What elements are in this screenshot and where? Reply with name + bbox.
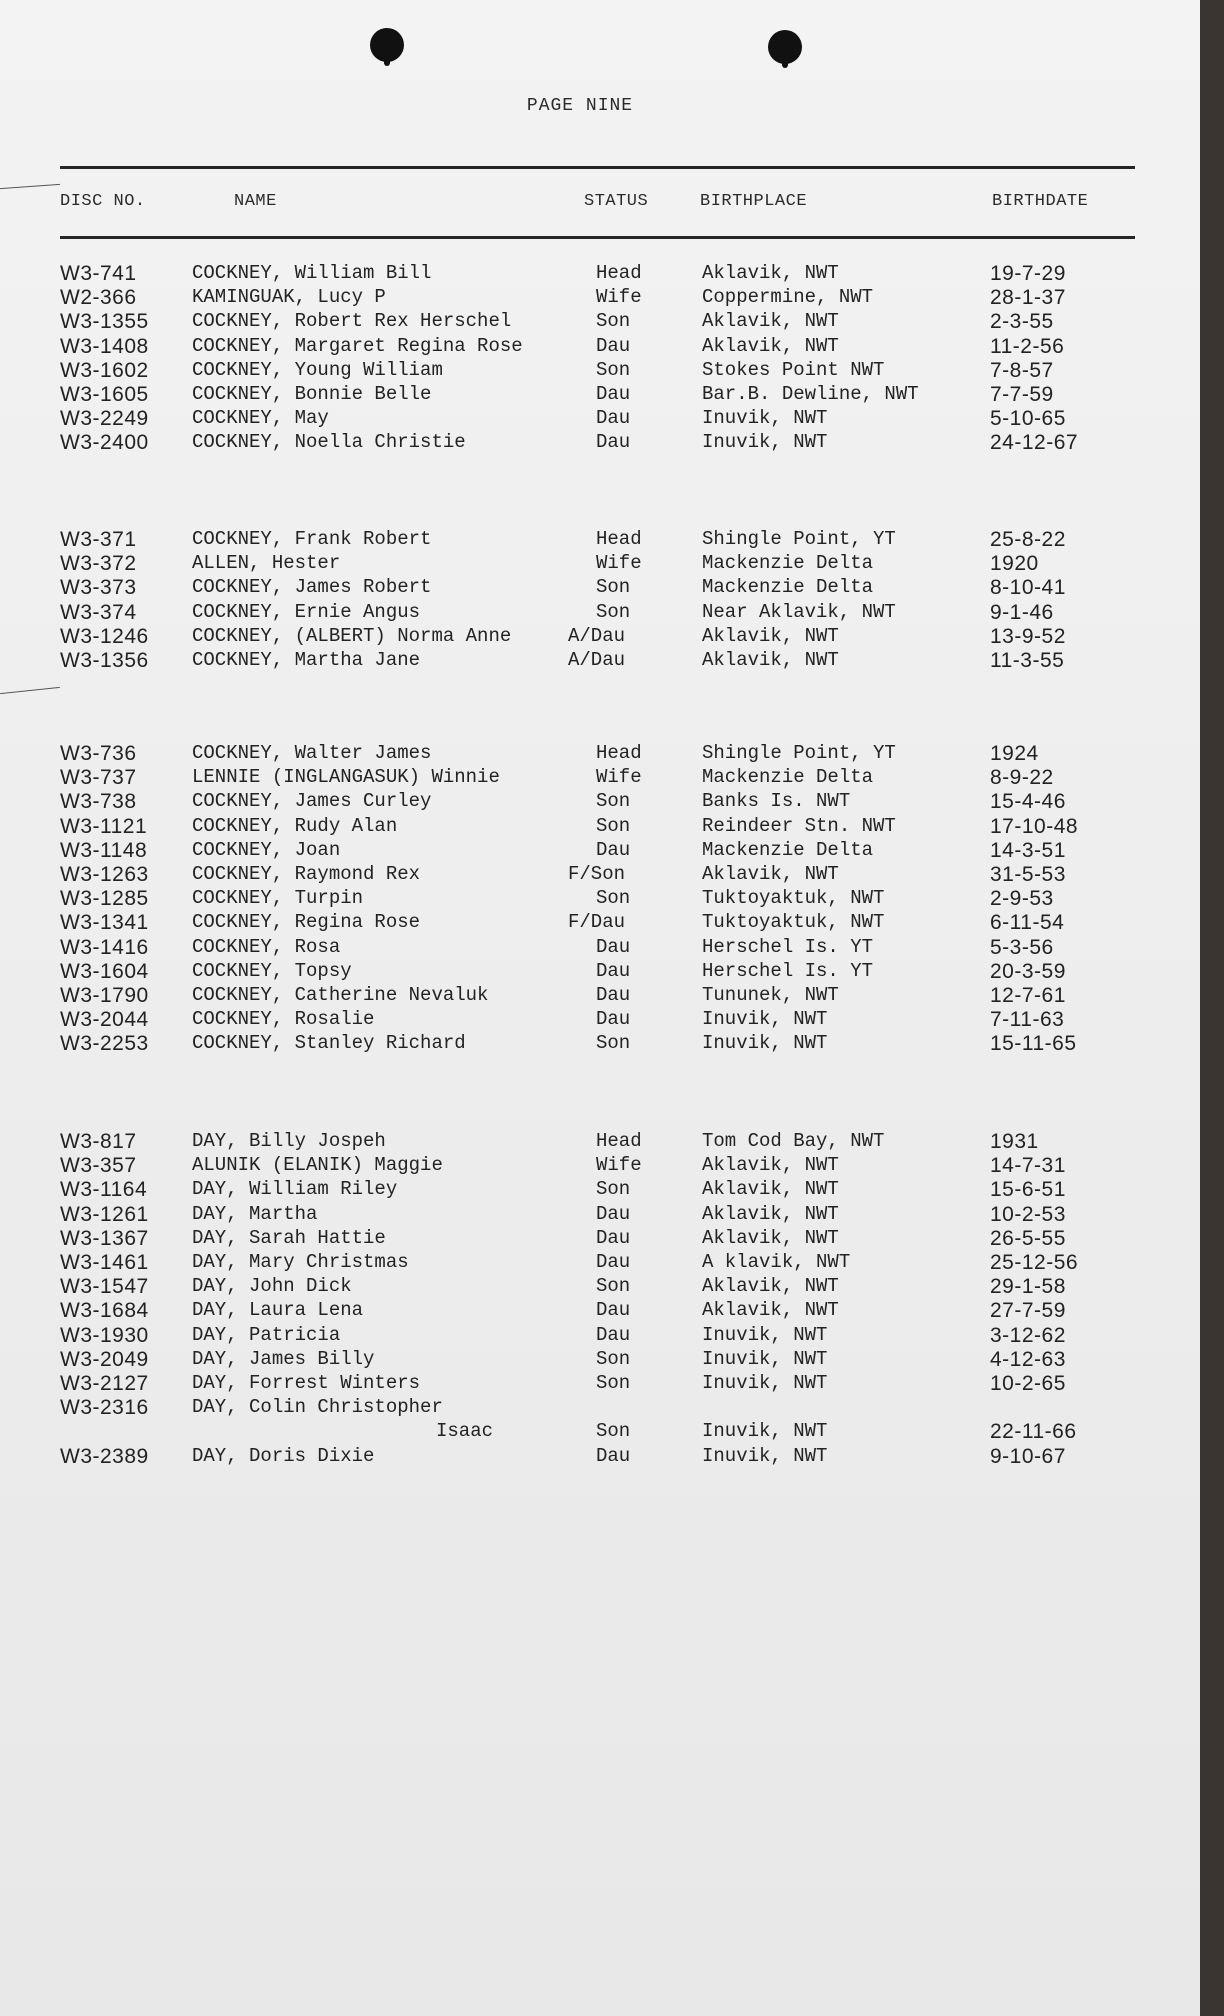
member-birthplace: Mackenzie Delta <box>702 838 874 861</box>
disc-no: W3-1408 <box>60 334 149 358</box>
member-birthdate: 6-11-54 <box>990 911 1065 935</box>
member-status: Dau <box>596 959 631 982</box>
member-status: Dau <box>596 935 631 958</box>
member-birthplace: Stokes Point NWT <box>702 358 885 381</box>
member-birthdate: 15-4-46 <box>990 790 1066 814</box>
table-row <box>0 1396 1200 1420</box>
disc-no: W3-1605 <box>60 383 149 406</box>
member-birthdate: 1931 <box>990 1130 1039 1153</box>
member-status: Wife <box>596 552 642 575</box>
member-birthplace: Inuvik, NWT <box>702 431 828 454</box>
disc-no: W3-1461 <box>60 1251 149 1274</box>
member-name: COCKNEY, May <box>192 407 329 430</box>
disc-no: W3-1261 <box>60 1202 149 1226</box>
table-row <box>0 1154 1200 1178</box>
table-row <box>0 1251 1200 1275</box>
member-birthplace: Mackenzie Delta <box>702 766 874 789</box>
disc-no: W3-371 <box>60 528 137 551</box>
member-birthplace: Aklavik, NWT <box>702 334 839 357</box>
disc-no: W3-1790 <box>60 984 149 1007</box>
member-name: COCKNEY, Turpin <box>192 887 364 910</box>
member-name: Isaac <box>436 1420 494 1443</box>
disc-no: W3-2389 <box>60 1444 149 1468</box>
member-status: Dau <box>596 1008 631 1031</box>
member-status: Son <box>596 1275 631 1298</box>
member-birthdate: 11-2-56 <box>990 334 1065 358</box>
disc-no: W3-737 <box>60 766 137 790</box>
member-name: DAY, Laura Lena <box>192 1299 364 1322</box>
member-name: COCKNEY, Rosalie <box>192 1008 375 1031</box>
member-birthdate: 27-7-59 <box>990 1299 1066 1323</box>
member-birthplace: Shingle Point, YT <box>702 528 896 550</box>
table-row <box>0 576 1200 600</box>
member-birthplace: Aklavik, NWT <box>702 262 839 284</box>
disc-no: W3-1367 <box>60 1226 149 1250</box>
table-row <box>0 1445 1200 1469</box>
table-row <box>0 310 1200 334</box>
table-row <box>0 552 1200 576</box>
member-birthdate: 10-2-65 <box>990 1372 1066 1395</box>
member-birthplace: Aklavik, NWT <box>702 1154 839 1177</box>
member-status: Dau <box>596 1226 631 1249</box>
member-birthdate: 7-11-63 <box>990 1008 1065 1032</box>
disc-no: W3-1263 <box>60 863 149 886</box>
header-birthdate: BIRTHDATE <box>992 192 1089 211</box>
member-birthdate: 25-12-56 <box>990 1251 1079 1274</box>
member-birthdate: 12-7-61 <box>990 984 1066 1007</box>
member-birthplace: Inuvik, NWT <box>702 1347 828 1370</box>
member-birthplace: Coppermine, NWT <box>702 286 874 309</box>
member-name: DAY, James Billy <box>192 1347 375 1370</box>
member-birthdate: 10-2-53 <box>990 1202 1066 1226</box>
member-name: DAY, Billy Jospeh <box>192 1130 386 1152</box>
member-name: DAY, Martha <box>192 1202 318 1225</box>
member-birthplace: Herschel Is. YT <box>702 935 874 958</box>
member-name: DAY, Forrest Winters <box>192 1372 421 1394</box>
member-birthdate: 31-5-53 <box>990 863 1066 886</box>
member-status: Dau <box>596 838 631 861</box>
table-row <box>0 960 1200 984</box>
member-birthplace: Aklavik, NWT <box>702 1178 839 1201</box>
member-name: COCKNEY, Young William <box>192 358 443 381</box>
table-row <box>0 1420 1200 1444</box>
member-birthplace: Tuktoyaktuk, NWT <box>702 911 885 934</box>
member-status: Son <box>596 358 631 381</box>
member-status: Son <box>596 887 631 910</box>
member-birthdate: 28-1-37 <box>990 286 1066 310</box>
member-birthdate: 15-6-51 <box>990 1178 1066 1202</box>
disc-no: W3-2400 <box>60 431 149 455</box>
member-name: COCKNEY, Bonnie Belle <box>192 383 432 405</box>
member-birthdate: 17-10-48 <box>990 814 1079 838</box>
member-birthplace: Aklavik, NWT <box>702 649 839 671</box>
disc-no: W3-2249 <box>60 407 149 431</box>
member-name: COCKNEY, Rosa <box>192 935 341 958</box>
member-name: COCKNEY, Frank Robert <box>192 528 432 550</box>
disc-no: W3-1930 <box>60 1323 149 1347</box>
table-row <box>0 911 1200 935</box>
member-name: COCKNEY, Regina Rose <box>192 911 421 934</box>
member-birthdate: 15-11-65 <box>990 1032 1077 1056</box>
table-row <box>0 1324 1200 1348</box>
disc-no: W3-1285 <box>60 887 149 911</box>
member-status: Head <box>596 262 642 284</box>
table-row <box>0 649 1200 673</box>
member-birthdate: 25-8-22 <box>990 528 1066 551</box>
member-status: Son <box>596 1420 631 1443</box>
table-row <box>0 431 1200 455</box>
member-birthplace: Aklavik, NWT <box>702 1275 839 1298</box>
table-row <box>0 1299 1200 1323</box>
disc-no: W3-1604 <box>60 959 149 983</box>
member-status: Dau <box>596 1444 631 1467</box>
member-status: Dau <box>596 407 631 430</box>
member-birthdate: 5-10-65 <box>990 407 1066 431</box>
member-status: Son <box>596 1178 631 1201</box>
punch-hole-right <box>768 30 802 64</box>
member-birthdate: 3-12-62 <box>990 1323 1066 1347</box>
stray-mark <box>0 687 60 694</box>
member-birthdate: 24-12-67 <box>990 431 1079 455</box>
table-row <box>0 383 1200 407</box>
disc-no: W3-1684 <box>60 1299 149 1323</box>
header-status: STATUS <box>584 192 649 211</box>
member-status: Son <box>596 814 631 837</box>
member-name: COCKNEY, Joan <box>192 838 341 861</box>
disc-no: W3-1355 <box>60 310 149 334</box>
header-bottom-rule <box>60 236 1135 239</box>
disc-no: W3-2044 <box>60 1008 149 1032</box>
member-status: Dau <box>596 383 631 405</box>
member-status: Head <box>596 528 642 550</box>
member-name: DAY, Colin Christopher <box>192 1396 443 1419</box>
member-name: COCKNEY, Rudy Alan <box>192 814 398 837</box>
table-row <box>0 1178 1200 1202</box>
member-status: F/Son <box>568 863 626 885</box>
member-birthplace: Inuvik, NWT <box>702 1008 828 1031</box>
table-row <box>0 887 1200 911</box>
member-birthdate: 20-3-59 <box>990 959 1066 983</box>
member-name: DAY, William Riley <box>192 1178 398 1201</box>
table-row <box>0 815 1200 839</box>
member-name: COCKNEY, Catherine Nevaluk <box>192 984 489 1006</box>
member-birthplace: A klavik, NWT <box>702 1251 851 1273</box>
member-birthplace: Bar.B. Dewline, NWT <box>702 383 919 405</box>
member-status: Son <box>596 600 631 623</box>
member-birthplace: Mackenzie Delta <box>702 552 874 575</box>
member-birthdate: 7-7-59 <box>990 383 1054 406</box>
member-status: Dau <box>596 1299 631 1322</box>
member-birthdate: 9-1-46 <box>990 600 1054 624</box>
page-title: PAGE NINE <box>526 96 634 116</box>
member-birthplace: Mackenzie Delta <box>702 576 874 599</box>
member-status: Son <box>596 576 631 599</box>
member-name: DAY, John Dick <box>192 1275 352 1298</box>
member-name: COCKNEY, Walter James <box>192 742 432 764</box>
member-birthdate: 5-3-56 <box>990 935 1054 959</box>
member-birthplace: Inuvik, NWT <box>702 1420 828 1443</box>
table-row <box>0 359 1200 383</box>
member-birthplace: Reindeer Stn. NWT <box>702 814 896 837</box>
table-row <box>0 601 1200 625</box>
disc-no: W3-2316 <box>60 1396 149 1420</box>
disc-no: W3-741 <box>60 262 137 285</box>
member-birthplace: Inuvik, NWT <box>702 407 828 430</box>
disc-no: W3-817 <box>60 1130 137 1153</box>
member-name: COCKNEY, (ALBERT) Norma Anne <box>192 624 512 647</box>
member-name: COCKNEY, Raymond Rex <box>192 863 421 885</box>
member-name: COCKNEY, Margaret Regina Rose <box>192 334 523 357</box>
member-status: Son <box>596 1032 631 1055</box>
table-row <box>0 839 1200 863</box>
member-name: COCKNEY, William Bill <box>192 262 432 284</box>
table-row <box>0 1008 1200 1032</box>
disc-no: W3-374 <box>60 600 137 624</box>
disc-no: W3-1416 <box>60 935 149 959</box>
member-status: Dau <box>596 1323 631 1346</box>
table-row <box>0 1348 1200 1372</box>
member-birthdate: 29-1-58 <box>990 1275 1066 1299</box>
member-birthdate: 19-7-29 <box>990 262 1066 285</box>
table-row <box>0 790 1200 814</box>
table-row <box>0 1130 1200 1154</box>
member-birthdate: 14-7-31 <box>990 1154 1066 1178</box>
member-status: F/Dau <box>568 911 626 934</box>
member-birthplace: Herschel Is. YT <box>702 959 874 982</box>
header-disc-no: DISC NO. <box>60 192 146 211</box>
disc-no: W2-366 <box>60 286 137 310</box>
member-birthdate: 7-8-57 <box>990 358 1054 382</box>
member-name: COCKNEY, Robert Rex Herschel <box>192 310 512 333</box>
member-birthplace: Aklavik, NWT <box>702 1202 839 1225</box>
disc-no: W3-738 <box>60 790 137 814</box>
member-birthplace: Inuvik, NWT <box>702 1444 828 1467</box>
member-birthplace: Shingle Point, YT <box>702 742 896 764</box>
table-row <box>0 863 1200 887</box>
disc-no: W3-372 <box>60 552 137 576</box>
member-birthplace: Aklavik, NWT <box>702 624 839 647</box>
member-name: ALLEN, Hester <box>192 552 341 575</box>
member-status: Head <box>596 742 642 764</box>
member-birthplace: Aklavik, NWT <box>702 310 839 333</box>
member-birthplace: Banks Is. NWT <box>702 790 851 813</box>
member-status: Dau <box>596 1202 631 1225</box>
header-top-rule <box>60 166 1135 169</box>
disc-no: W3-1246 <box>60 624 149 648</box>
member-birthdate: 8-10-41 <box>990 576 1066 600</box>
disc-no: W3-1356 <box>60 649 149 672</box>
disc-no: W3-736 <box>60 742 137 765</box>
member-birthdate: 26-5-55 <box>990 1226 1066 1250</box>
disc-no: W3-2253 <box>60 1032 149 1056</box>
member-status: A/Dau <box>568 649 626 671</box>
table-row <box>0 335 1200 359</box>
table-row <box>0 625 1200 649</box>
member-status: Dau <box>596 984 631 1006</box>
member-name: COCKNEY, Stanley Richard <box>192 1032 466 1055</box>
member-name: DAY, Patricia <box>192 1323 341 1346</box>
table-row <box>0 528 1200 552</box>
member-status: Son <box>596 1347 631 1370</box>
disc-no: W3-2049 <box>60 1347 149 1371</box>
member-status: Dau <box>596 1251 631 1273</box>
member-birthplace: Near Aklavik, NWT <box>702 600 896 623</box>
member-status: Wife <box>596 286 642 309</box>
member-birthdate: 1920 <box>990 552 1039 576</box>
member-birthdate: 1924 <box>990 742 1039 765</box>
member-birthdate: 11-3-55 <box>990 649 1065 672</box>
member-birthplace: Tom Cod Bay, NWT <box>702 1130 885 1152</box>
member-status: Son <box>596 310 631 333</box>
member-status: Son <box>596 1372 631 1394</box>
table-row <box>0 286 1200 310</box>
member-name: KAMINGUAK, Lucy P <box>192 286 386 309</box>
member-name: DAY, Mary Christmas <box>192 1251 409 1273</box>
member-status: Son <box>596 790 631 813</box>
member-birthdate: 2-3-55 <box>990 310 1054 334</box>
member-birthplace: Tuktoyaktuk, NWT <box>702 887 885 910</box>
table-row <box>0 1275 1200 1299</box>
member-status: Dau <box>596 334 631 357</box>
member-birthdate: 8-9-22 <box>990 766 1054 790</box>
member-name: DAY, Doris Dixie <box>192 1444 375 1467</box>
header-name: NAME <box>234 192 277 211</box>
member-birthdate: 22-11-66 <box>990 1420 1077 1444</box>
member-name: COCKNEY, Noella Christie <box>192 431 466 454</box>
member-name: COCKNEY, Martha Jane <box>192 649 421 671</box>
table-row <box>0 407 1200 431</box>
disc-no: W3-357 <box>60 1154 137 1178</box>
table-row <box>0 936 1200 960</box>
member-name: DAY, Sarah Hattie <box>192 1226 386 1249</box>
table-row <box>0 1203 1200 1227</box>
member-birthplace: Tununek, NWT <box>702 984 839 1006</box>
member-birthplace: Inuvik, NWT <box>702 1032 828 1055</box>
disc-no: W3-1164 <box>60 1178 148 1202</box>
member-name: COCKNEY, Ernie Angus <box>192 600 421 623</box>
member-name: COCKNEY, Topsy <box>192 959 352 982</box>
member-name: ALUNIK (ELANIK) Maggie <box>192 1154 443 1177</box>
table-row <box>0 984 1200 1008</box>
member-name: LENNIE (INGLANGASUK) Winnie <box>192 766 500 789</box>
disc-no: W3-1602 <box>60 358 149 382</box>
disc-no: W3-1547 <box>60 1275 149 1299</box>
member-birthplace: Inuvik, NWT <box>702 1372 828 1394</box>
table-row <box>0 766 1200 790</box>
member-birthplace: Aklavik, NWT <box>702 1226 839 1249</box>
punch-hole-left <box>370 28 404 62</box>
table-row <box>0 742 1200 766</box>
stray-mark <box>0 184 60 189</box>
member-birthdate: 4-12-63 <box>990 1347 1066 1371</box>
table-row <box>0 262 1200 286</box>
member-name: COCKNEY, James Curley <box>192 790 432 813</box>
disc-no: W3-1121 <box>60 814 148 838</box>
member-birthdate: 13-9-52 <box>990 624 1066 648</box>
disc-no: W3-1148 <box>60 838 148 862</box>
member-birthplace: Aklavik, NWT <box>702 863 839 885</box>
disc-no: W3-1341 <box>60 911 149 935</box>
table-row <box>0 1032 1200 1056</box>
table-row <box>0 1227 1200 1251</box>
member-status: Wife <box>596 766 642 789</box>
member-birthdate: 9-10-67 <box>990 1444 1066 1468</box>
table-row <box>0 1372 1200 1396</box>
member-status: Wife <box>596 1154 642 1177</box>
member-name: COCKNEY, James Robert <box>192 576 432 599</box>
disc-no: W3-2127 <box>60 1372 149 1395</box>
member-birthplace: Aklavik, NWT <box>702 1299 839 1322</box>
member-status: Dau <box>596 431 631 454</box>
member-birthdate: 2-9-53 <box>990 887 1054 911</box>
member-birthplace: Inuvik, NWT <box>702 1323 828 1346</box>
disc-no: W3-373 <box>60 576 137 600</box>
member-status: A/Dau <box>568 624 626 647</box>
member-status: Head <box>596 1130 642 1152</box>
member-birthdate: 14-3-51 <box>990 838 1066 862</box>
header-birthplace: BIRTHPLACE <box>700 192 808 211</box>
